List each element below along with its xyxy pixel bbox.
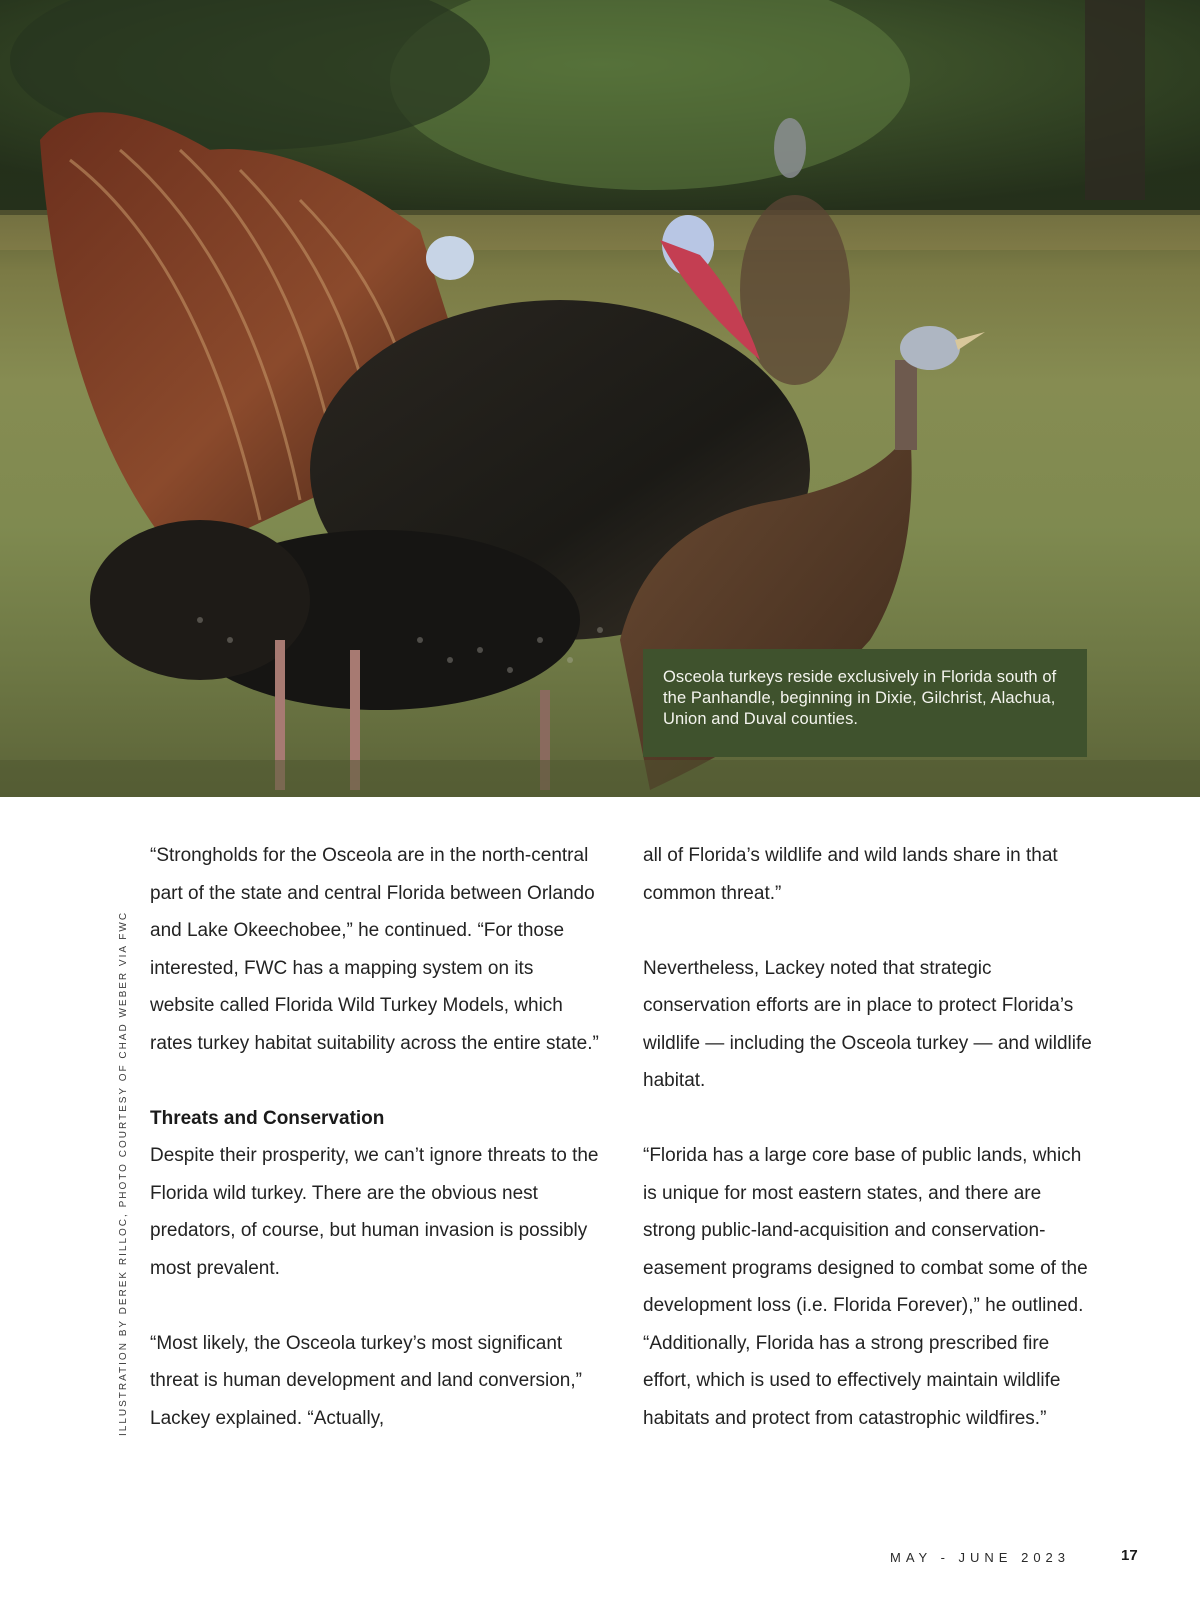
- left-paragraph-1: “Strongholds for the Osceola are in the north-central part of the state and central Florida between Orlando and Lake Okeechobee,” he continued. “For those interested, FWC has a mapping system on its website called Florida Wild Turkey Models, which rates turkey habitat suitability across the entire state.”: [150, 845, 599, 1054]
- right-column: [643, 837, 1093, 1437]
- hero-photo: [0, 0, 1200, 797]
- left-column: [150, 837, 600, 1437]
- issue-date: MAY - JUNE 2023: [890, 1550, 1071, 1565]
- photo-caption: Osceola turkeys reside exclusively in Florida south of the Panhandle, beginning in Dixie, Gilchrist, Alachua, Union and Duval counties.: [663, 668, 1057, 728]
- left-paragraph-3: “Most likely, the Osceola turkey’s most significant threat is human development and land conversion,” Lackey explained. “Actually,: [150, 1332, 582, 1429]
- right-paragraph-2: Nevertheless, Lackey noted that strategic conservation efforts are in place to protect Florida’s wildlife — including the Osceola turkey — and wildlife habitat.: [643, 957, 1092, 1091]
- section-heading: Threats and Conservation: [150, 1107, 385, 1129]
- left-paragraph-2: Despite their prosperity, we can’t ignore threats to the Florida wild turkey. There are the obvious nest predators, of course, but human invasion is possibly most prevalent.: [150, 1145, 599, 1279]
- photo-credit: ILLUSTRATION BY DEREK RILLOC, PHOTO COURTESY OF CHAD WEBER VIA FWC: [118, 910, 129, 1436]
- page-number: 17: [1121, 1547, 1138, 1564]
- right-paragraph-3: “Florida has a large core base of public lands, which is unique for most eastern states, and there are strong public-land-acquisition and conservation-easement programs designed to combat some of the development loss (i.e. Florida Forever),” he outlined. “Additionally, Florida has a strong prescribed fire effort, which is used to effectively maintain wildlife habitats and protect from catastrophic wildfires.”: [643, 1145, 1088, 1429]
- right-paragraph-1: all of Florida’s wildlife and wild lands share in that common threat.”: [643, 845, 1058, 904]
- photo-caption-box: [643, 649, 1087, 757]
